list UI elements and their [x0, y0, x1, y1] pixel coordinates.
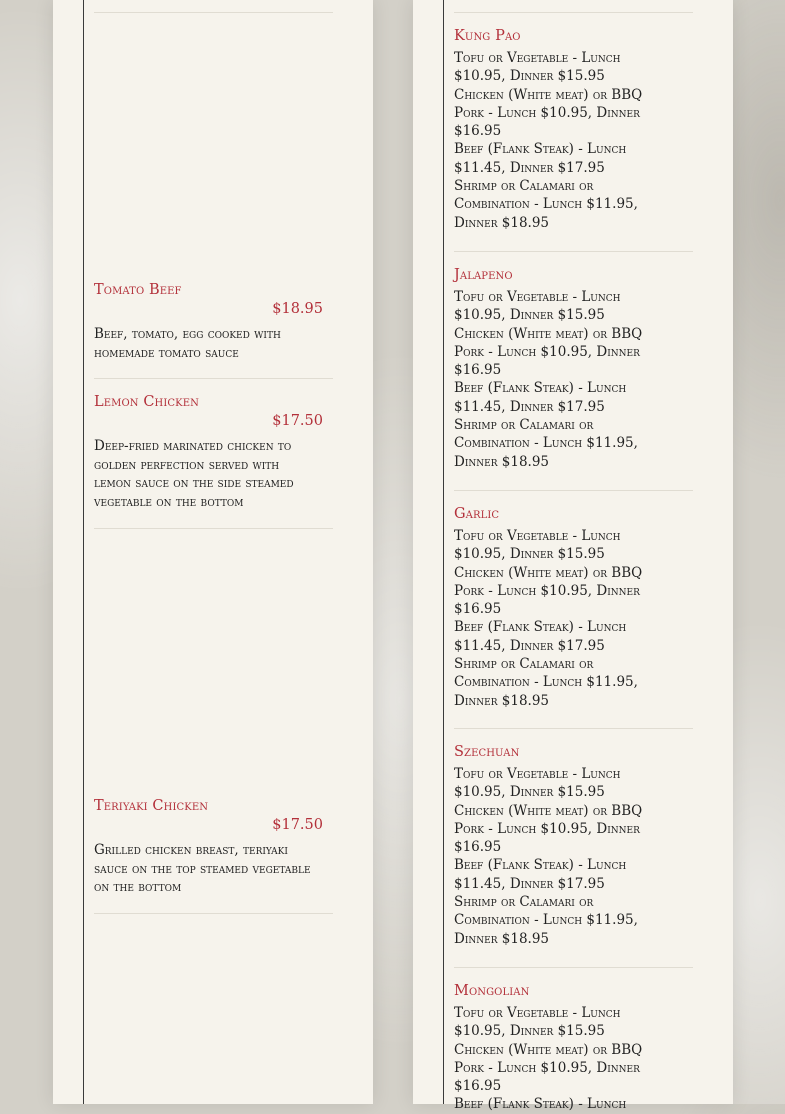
item-option: Beef (Flank Steak) - Lunch	[454, 1096, 627, 1113]
item-name: Szechuan	[454, 744, 520, 760]
item-divider	[454, 490, 693, 491]
item-price: $17.50	[272, 413, 323, 429]
item-option: Chicken (White meat) or BBQ Pork - Lunch $10.95, Dinner $16.95	[454, 1041, 643, 1095]
item-price: $17.50	[272, 817, 323, 833]
item-option: Shrimp or Calamari or Combination - Lunch $11.95, Dinner $18.95	[454, 417, 638, 470]
item-divider	[454, 12, 693, 13]
item-divider	[454, 251, 693, 252]
column-divider	[443, 0, 444, 1104]
menu-page-left	[53, 0, 373, 1104]
item-option: Chicken (White meat) or BBQ Pork - Lunch $10.95, Dinner $16.95	[454, 325, 643, 379]
menu-item-teriyaki-chicken	[94, 797, 333, 897]
menu-item-szechuan	[454, 743, 693, 948]
column-divider	[83, 0, 84, 1104]
item-option: Tofu or Vegetable - Lunch $10.95, Dinner $15.95	[454, 50, 621, 85]
item-option: Shrimp or Calamari or Combination - Lunch $11.95, Dinner $18.95	[454, 656, 638, 709]
item-divider	[94, 913, 333, 914]
menu-item-lemon-chicken	[94, 393, 333, 511]
item-option: Chicken (White meat) or BBQ Pork - Lunch $10.95, Dinner $16.95	[454, 564, 643, 618]
item-option: Tofu or Vegetable - Lunch $10.95, Dinner $15.95	[454, 528, 621, 563]
item-divider	[94, 12, 333, 13]
item-name: Garlic	[454, 506, 500, 522]
menu-item-garlic	[454, 505, 693, 710]
item-name: Kung Pao	[454, 28, 521, 44]
item-option: Chicken (White meat) or BBQ Pork - Lunch $10.95, Dinner $16.95	[454, 86, 643, 140]
item-name: Lemon Chicken	[94, 394, 199, 410]
item-option: Beef (Flank Steak) - Lunch $11.45, Dinner $17.95	[454, 141, 627, 176]
item-option: Beef (Flank Steak) - Lunch $11.45, Dinner $17.95	[454, 380, 627, 415]
item-name: Jalapeno	[454, 267, 513, 283]
item-option: Beef (Flank Steak) - Lunch $11.45, Dinner $17.95	[454, 619, 627, 654]
menu-item-jalapeno	[454, 266, 693, 471]
item-option: Shrimp or Calamari or Combination - Lunch $11.95, Dinner $18.95	[454, 894, 638, 947]
item-divider	[94, 378, 333, 379]
item-name: Mongolian	[454, 983, 530, 999]
item-name: Tomato Beef	[94, 282, 182, 298]
item-option: Tofu or Vegetable - Lunch $10.95, Dinner $15.95	[454, 289, 621, 324]
item-option: Tofu or Vegetable - Lunch $10.95, Dinner $15.95	[454, 766, 621, 801]
menu-item-tomato-beef	[94, 281, 333, 362]
item-divider	[454, 728, 693, 729]
item-option: Shrimp or Calamari or Combination - Lunch $11.95, Dinner $18.95	[454, 178, 638, 231]
item-option: Chicken (White meat) or BBQ Pork - Lunch $10.95, Dinner $16.95	[454, 802, 643, 856]
item-option: Beef (Flank Steak) - Lunch $11.45, Dinner $17.95	[454, 857, 627, 892]
item-description: Grilled chicken breast, teriyaki sauce on the top steamed vegetable on the bottom	[94, 842, 311, 895]
item-option: Tofu or Vegetable - Lunch $10.95, Dinner $15.95	[454, 1005, 621, 1040]
item-description: Beef, tomato, egg cooked with homemade tomato sauce	[94, 326, 281, 361]
menu-item-mongolian	[454, 982, 693, 1114]
menu-page-right	[413, 0, 733, 1113]
item-divider	[454, 967, 693, 968]
item-name: Teriyaki Chicken	[94, 798, 209, 814]
menu-item-kung-pao	[454, 27, 693, 232]
item-price: $18.95	[272, 301, 323, 317]
item-description: Deep-fried marinated chicken to golden perfection served with lemon sauce on the side steamed vegetable on the bottom	[94, 438, 294, 510]
item-divider	[94, 528, 333, 529]
